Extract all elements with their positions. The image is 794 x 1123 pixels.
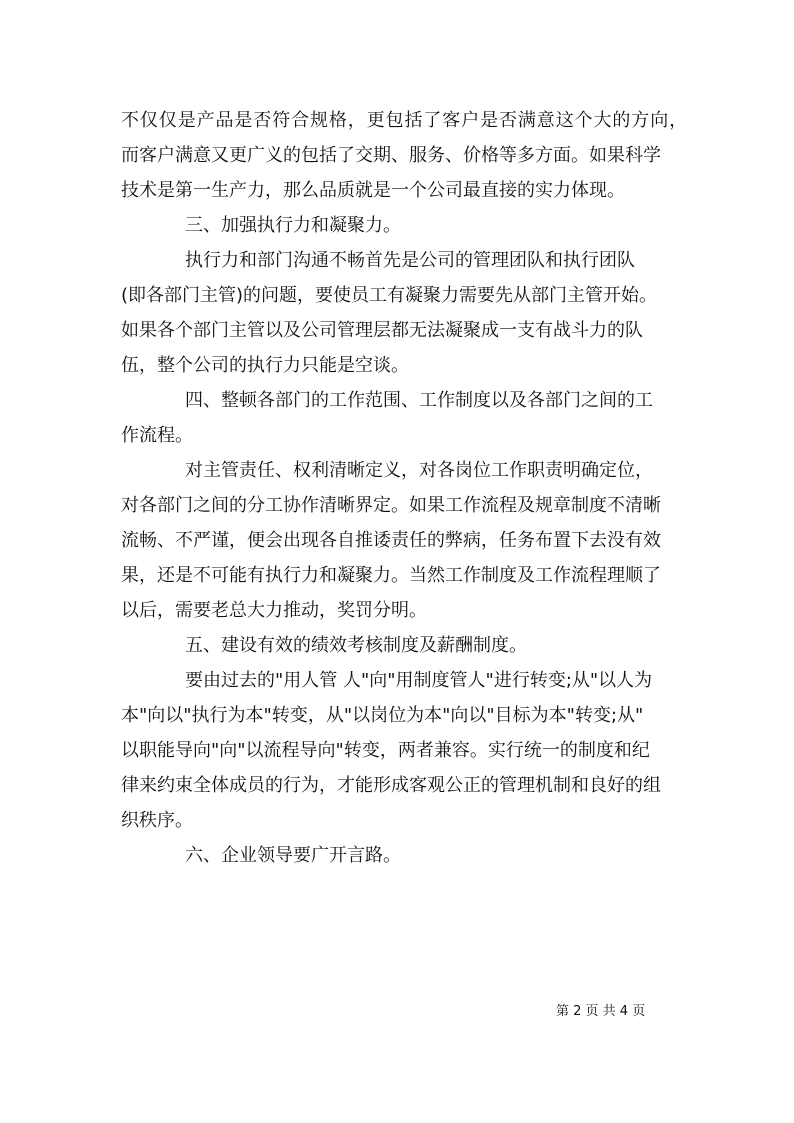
text-line: 技术是第一生产力，那么品质就是一个公司最直接的实力体现。 <box>121 180 625 201</box>
text-line: 果，还是不可能有执行力和凝聚力。当然工作制度及工作流程理顺了 <box>121 565 661 586</box>
section-heading-4: 四、整顿各部门的工作范围、工作制度以及各部门之间的工 <box>185 390 653 411</box>
text-line: 以后，需要老总大力推动，奖罚分明。 <box>121 600 427 621</box>
text-line: 伍，整个公司的执行力只能是空谈。 <box>121 355 409 376</box>
text-line: 对各部门之间的分工协作清晰界定。如果工作流程及规章制度不清晰 <box>121 495 661 516</box>
text-line: 律来约束全体成员的行为，才能形成客观公正的管理机制和良好的组 <box>121 775 661 796</box>
text-line: 如果各个部门主管以及公司管理层都无法凝聚成一支有战斗力的队 <box>121 320 643 341</box>
text-line: 作流程。 <box>121 425 193 446</box>
document-body <box>121 103 686 873</box>
text-line: 流畅、不严谨，便会出现各自推诿责任的弊病，任务布置下去没有效 <box>121 530 661 551</box>
text-line: 本"向以"执行为本"转变，从"以岗位为本"向以"目标为本"转变;从" <box>121 705 644 726</box>
section-heading-6: 六、企业领导要广开言路。 <box>185 845 401 866</box>
text-line: (即各部门主管)的问题，要使员工有凝聚力需要先从部门主管开始。 <box>121 285 658 306</box>
paragraph-start: 对主管责任、权利清晰定义，对各岗位工作职责明确定位， <box>185 460 653 481</box>
section-heading-5: 五、建设有效的绩效考核制度及薪酬制度。 <box>185 635 527 656</box>
page-number: 第 2 页 共 4 页 <box>556 1004 646 1019</box>
text-line: 而客户满意又更广义的包括了交期、服务、价格等多方面。如果科学 <box>121 145 661 166</box>
text-line: 不仅仅是产品是否符合规格，更包括了客户是否满意这个大的方向， <box>121 110 688 131</box>
text-line: 织秩序。 <box>121 810 193 831</box>
section-heading-3: 三、加强执行力和凝聚力。 <box>185 215 401 236</box>
paragraph-start: 要由过去的"用人管 人"向"用制度管人"进行转变;从"以人为 <box>185 670 653 691</box>
text-line: 以职能导向"向"以流程导向"转变，两者兼容。实行统一的制度和纪 <box>121 740 650 761</box>
paragraph-start: 执行力和部门沟通不畅首先是公司的管理团队和执行团队 <box>185 250 635 271</box>
